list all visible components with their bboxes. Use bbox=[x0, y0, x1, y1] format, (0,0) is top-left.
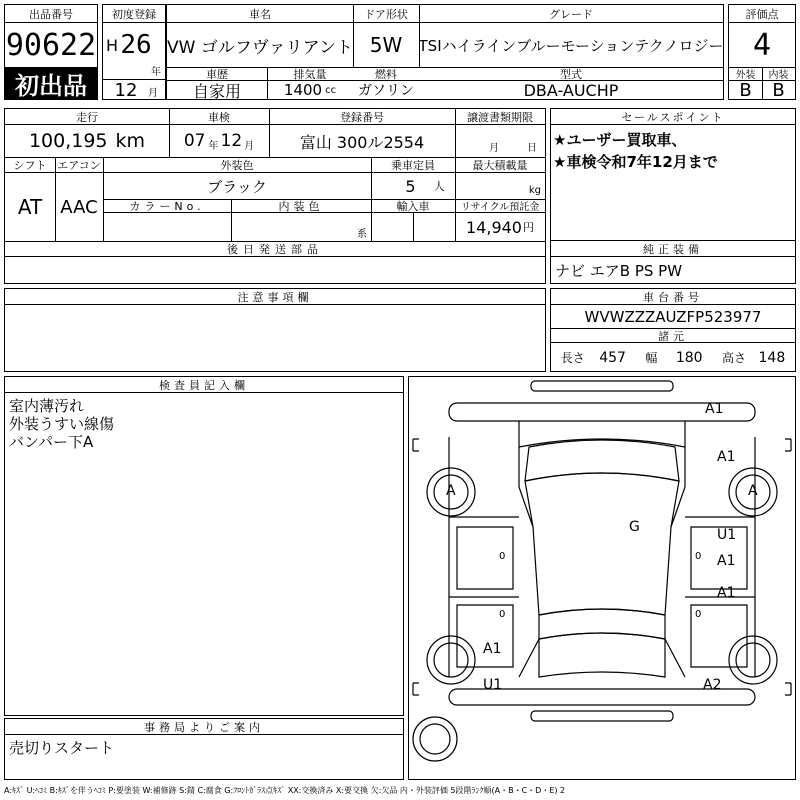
damage-mark-left-front-wheel: A bbox=[446, 483, 456, 499]
inspector-label: 検査員記入欄 bbox=[5, 377, 403, 393]
capacity-label: 乗車定員 bbox=[371, 157, 455, 173]
transfer-month-unit: 月 bbox=[489, 142, 499, 153]
damage-mark-front-bumper: A1 bbox=[705, 401, 724, 417]
first-listing-badge: 初出品 bbox=[5, 67, 97, 99]
length-label: 長さ bbox=[560, 350, 585, 365]
model-code-label: 型式 bbox=[419, 67, 723, 81]
first-reg-month-unit: 月 bbox=[148, 87, 158, 99]
inspection-year: 07 bbox=[183, 131, 206, 151]
zero-mark-right-1: 0 bbox=[695, 551, 702, 562]
capacity-unit: 人 bbox=[433, 180, 445, 193]
capacity-value bbox=[371, 173, 455, 199]
displacement-unit: cc bbox=[325, 84, 337, 96]
sales-point-box bbox=[550, 108, 796, 242]
inspector-line-2: 外装うすい線傷 bbox=[9, 415, 115, 433]
length-value: 457 bbox=[599, 349, 626, 366]
transfer-day-unit: 日 bbox=[527, 142, 537, 153]
genuine-equipment-box bbox=[550, 240, 796, 284]
genuine-label: 純正装備 bbox=[551, 241, 795, 257]
ext-score-value: B bbox=[739, 81, 752, 99]
int-color-unit: 系 bbox=[357, 228, 367, 239]
damage-mark-right-rear: A2 bbox=[703, 677, 722, 693]
import-label: 輸入車 bbox=[371, 199, 455, 213]
first-reg-year: 26 bbox=[120, 30, 152, 60]
sales-point-line-1: ★ユーザー買取車、 bbox=[553, 131, 687, 149]
inspector-line-3: バンパー下A bbox=[9, 433, 94, 451]
recycle-unit: 円 bbox=[522, 221, 534, 234]
genuine-value: ナビ エアB PS PW bbox=[555, 261, 683, 280]
color-no-label: カラーNo. bbox=[103, 199, 231, 213]
score-value: 4 bbox=[752, 27, 772, 63]
mileage-value bbox=[5, 125, 169, 157]
history-label: 車歴 bbox=[167, 67, 267, 81]
int-score-label: 内装 bbox=[762, 67, 795, 81]
car-diagram-box bbox=[408, 376, 796, 780]
inspection-month-unit: 月 bbox=[244, 140, 255, 152]
max-load-unit: kg bbox=[528, 184, 541, 196]
first-reg-era: H bbox=[105, 35, 119, 55]
recycle-value bbox=[455, 213, 545, 241]
zero-mark-right-2: 0 bbox=[695, 609, 702, 620]
dims-label: 諸元 bbox=[551, 329, 795, 343]
chassis-value: WVWZZZAUZFP523977 bbox=[551, 305, 795, 329]
chassis-label: 車台番号 bbox=[551, 289, 795, 305]
inspection-label: 車検 bbox=[169, 109, 269, 125]
first-reg-label: 初度登録 bbox=[103, 5, 165, 23]
office-value: 売切りスタート bbox=[9, 739, 115, 757]
lot-box bbox=[4, 4, 98, 100]
inspector-box bbox=[4, 376, 404, 716]
shift-value: AT bbox=[17, 195, 43, 219]
inspection-year-unit: 年 bbox=[208, 140, 219, 152]
int-color-label: 内装色 bbox=[231, 199, 371, 213]
fuel-label: 燃料 bbox=[353, 67, 419, 81]
sales-point-label: セールスポイント bbox=[551, 109, 795, 125]
lot-label: 出品番号 bbox=[5, 5, 97, 23]
inspector-line-1: 室内薄汚れ bbox=[9, 397, 85, 415]
chassis-box bbox=[550, 288, 796, 372]
door-value: 5W bbox=[369, 33, 403, 57]
damage-mark-right-door-dent: U1 bbox=[717, 527, 737, 543]
capacity-number: 5 bbox=[405, 176, 416, 196]
damage-mark-right-front-wheel: A bbox=[748, 483, 758, 499]
ac-label: エアコン bbox=[55, 157, 103, 173]
office-box bbox=[4, 718, 404, 780]
damage-mark-right-door-2: A1 bbox=[717, 585, 736, 601]
dims-values bbox=[551, 343, 795, 371]
ac-value: AAC bbox=[60, 196, 98, 218]
damage-mark-left-rear-2: U1 bbox=[483, 677, 503, 693]
damage-mark-right-fender: A1 bbox=[717, 449, 736, 465]
mileage-label: 走行 bbox=[5, 109, 169, 125]
zero-mark-left-1: 0 bbox=[499, 551, 506, 562]
car-diagram bbox=[409, 377, 795, 779]
plate-label: 登録番号 bbox=[269, 109, 455, 125]
lot-number: 90622 bbox=[5, 27, 97, 63]
transfer-label: 譲渡書類期限 bbox=[455, 109, 545, 125]
history-value: 自家用 bbox=[192, 81, 241, 99]
grade-label: グレード bbox=[419, 5, 723, 23]
office-label: 事務局よりご案内 bbox=[5, 719, 403, 735]
displacement-label: 排気量 bbox=[267, 67, 353, 81]
notes-box bbox=[4, 288, 546, 372]
damage-mark-right-door-1: A1 bbox=[717, 553, 736, 569]
model-code-value: DBA-AUCHP bbox=[523, 81, 619, 99]
details-block bbox=[4, 108, 546, 284]
height-label: 高さ bbox=[722, 350, 747, 365]
zero-mark-left-2: 0 bbox=[499, 609, 506, 620]
recycle-label: リサイクル預託金 bbox=[455, 199, 545, 213]
ext-score-label: 外装 bbox=[729, 67, 762, 81]
notes-label: 注意事項欄 bbox=[5, 289, 545, 305]
recycle-number: 14,940 bbox=[466, 217, 522, 237]
mileage-number: 100,195 bbox=[28, 130, 108, 152]
inspection-month: 12 bbox=[220, 131, 243, 151]
later-parts-label: 後日発送部品 bbox=[5, 241, 545, 257]
score-box bbox=[728, 4, 796, 100]
plate-value: 富山 300ル2554 bbox=[299, 132, 425, 152]
car-name-value: VW ゴルフヴァリアント bbox=[167, 37, 353, 58]
fuel-value: ガソリン bbox=[358, 83, 414, 99]
max-load-label: 最大積載量 bbox=[455, 157, 545, 173]
score-label: 評価点 bbox=[729, 5, 795, 23]
inspection-value bbox=[169, 125, 269, 157]
damage-mark-roof: G bbox=[629, 519, 640, 535]
ext-color-value: ブラック bbox=[207, 177, 267, 196]
shift-label: シフト bbox=[5, 157, 55, 173]
first-registration bbox=[102, 4, 166, 100]
width-label: 幅 bbox=[645, 350, 658, 365]
door-label: ドア形状 bbox=[353, 5, 419, 23]
grade-value: TSIハイラインブルーモーションテクノロジー bbox=[419, 36, 723, 55]
sales-point-line-2: ★車検令和7年12月まで bbox=[553, 153, 718, 171]
car-name-label: 車名 bbox=[167, 5, 353, 23]
width-value: 180 bbox=[675, 349, 703, 366]
displacement-number: 1400 bbox=[283, 81, 323, 99]
vehicle-info-block bbox=[166, 4, 724, 100]
int-score-value: B bbox=[772, 81, 785, 99]
ext-color-label: 外装色 bbox=[103, 157, 371, 173]
first-reg-month: 12 bbox=[114, 81, 138, 99]
damage-mark-left-rear-1: A1 bbox=[483, 641, 502, 657]
mileage-unit: km bbox=[115, 130, 146, 152]
height-value: 148 bbox=[758, 349, 786, 366]
legend: A:ｷｽﾞ U:ﾍｺﾐ B:ｷｽﾞを伴うﾍｺﾐ P:要塗装 W:補修跡 S:錆 C:腐食 G:ﾌﾛﾝﾄｶﾞﾗｽ点ｷｽﾞ XX:交換済み X:要交換 欠:欠品 内・外装評価 5段階ﾗﾝｸ順(A・B・C・D・E) 2 bbox=[4, 785, 566, 795]
displacement-value bbox=[267, 81, 353, 99]
first-reg-year-unit: 年 bbox=[151, 66, 161, 77]
